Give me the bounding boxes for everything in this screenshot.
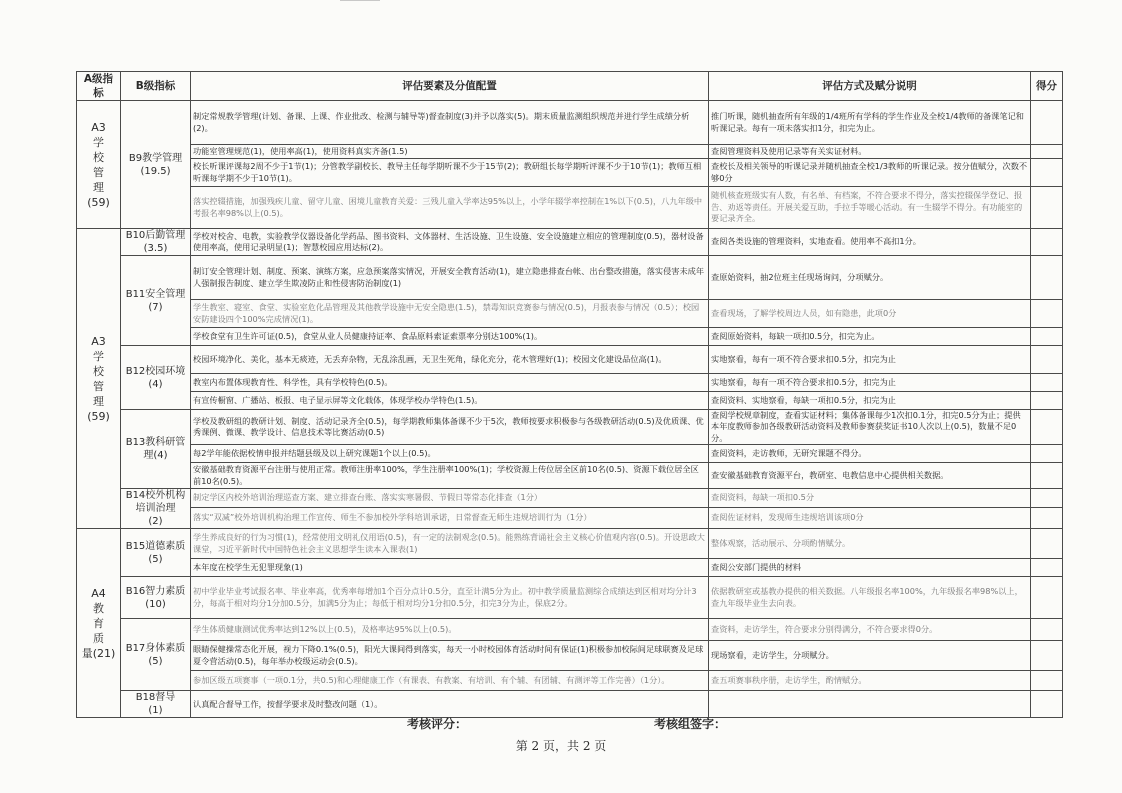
method-cell: 查安徽基础教育资源平台，教研室、电教信息中心提供相关数据。 — [709, 463, 1031, 489]
element-cell: 学生教室、寝室、食堂、实验室危化品管理及其他教学设施中无安全隐患(1.5)，禁毒知识竞赛参与情况(0.5)，月报表参与情况（0.5）；校园安防建设四个100%完成情况(1)。 — [191, 300, 709, 328]
element-cell: 制定学区内校外培训治理巡查方案、建立排查台账、落实实寒暑假、节假日等常态化排查（1分） — [191, 489, 709, 507]
element-cell: 有宣传橱窗、广播站、板报、电子显示屏等文化载体，体现学校办学特色(1.5)。 — [191, 392, 709, 410]
element-cell: 学生养成良好的行为习惯(1)，经常使用文明礼仪用语(0.5)，有一定的法制观念(0.5)。能熟练背诵社会主义核心价值观内容(0.5)。开设思政大课堂，习近平新时代中国特色社会主义思想学生读本入课表(1) — [191, 529, 709, 559]
element-cell: 安徽基础教育资源平台注册与使用正常。教师注册率100%，学生注册率100%(1)；学校资源上传位居全区前10名(0.5)、资源下载位居全区前10名(0.5)。 — [191, 463, 709, 489]
element-cell: 校园环境净化、美化，基本无痰迹，无丢弃杂物，无乱涂乱画，无卫生死角，绿化充分，花木管理好(1)；校园文化建设品位高(1)。 — [191, 346, 709, 374]
b-level-cell: B16智力素质 (10) — [121, 577, 191, 619]
table-row — [77, 489, 1063, 507]
scan-mark — [340, 0, 380, 1]
element-cell: 制订安全管理计划、制度、预案、演练方案，应急预案落实情况，开展安全教育活动(1)，建立隐患排查台帐、出台整改措施，落实侵害未成年人强制报告制度、建立学生欺凌防止和性侵害防治制度(1) — [191, 256, 709, 300]
score-cell[interactable] — [1031, 619, 1063, 641]
element-cell: 初中学业毕业考试报名率、毕业率高，优秀率每增加1个百分点计0.5分，直至计满5分为止。初中教学质量监测综合成绩达到区相对均分计3分，每高于相对均分1分加0.5分，加满5分为止；每低于相对均分1分扣0.5分，扣完3分为止，保底2分。 — [191, 577, 709, 619]
element-cell: 落实控辍措施，加强残疾儿童、留守儿童、困境儿童教育关爱：三残儿童入学率达95%以上，小学年辍学率控制在1%以下(0.5)，八九年级中考报名率98%以上(0.5)。 — [191, 187, 709, 229]
element-cell: 每2学年能依据校情申报并结题县级及以上研究课题1个以上(0.5)。 — [191, 445, 709, 463]
table-row — [77, 691, 1063, 718]
element-cell: 学校对校舍、电教，实验教学仪器设备化学药品、图书资料、文体器材、生活设施、卫生设施、安全设施建立相应的管理制度(0.5)，器材设备使用率高，使用记录明显(1)；智慧校园应用达标(2)。 — [191, 229, 709, 256]
a-level-cell: A3 学 校 管 理 (59) — [77, 101, 121, 229]
table-row — [77, 374, 1063, 392]
b-level-cell: B11安全管理 (7) — [121, 256, 191, 346]
table-row — [77, 229, 1063, 256]
method-cell: 查阅各类设施的管理资料，实地查看。使用率不高扣1分。 — [709, 229, 1031, 256]
table-row — [77, 529, 1063, 559]
method-cell: 查资料，走访学生，符合要求分别得满分，不符合要求得0分。 — [709, 619, 1031, 641]
table-row — [77, 346, 1063, 374]
table-row — [77, 101, 1063, 145]
method-cell: 查校长及相关领导的听课记录并随机抽查全校1/3教师的听课记录。按分值赋分，次数不够0分 — [709, 159, 1031, 187]
score-cell[interactable] — [1031, 145, 1063, 159]
score-cell[interactable] — [1031, 559, 1063, 577]
element-cell: 教室内布置体现教育性、科学性，具有学校特色(0.5)。 — [191, 374, 709, 392]
a-level-cell: A3 学 校 管 理 (59) — [77, 229, 121, 529]
method-cell: 整体观察，活动展示、分项酌情赋分。 — [709, 529, 1031, 559]
score-cell[interactable] — [1031, 463, 1063, 489]
header-method: 评估方式及赋分说明 — [709, 72, 1031, 101]
a-level-cell: A4 教 育 质 量(21) — [77, 529, 121, 718]
table-row — [77, 392, 1063, 410]
method-cell: 依据教研室或基教办提供的相关数据。八年级报名率100%，九年级报名率98%以上，查九年级毕业生去向表。 — [709, 577, 1031, 619]
signature-label: 考核组签字： — [654, 717, 727, 731]
b-level-cell: B12校园环境 (4) — [121, 346, 191, 410]
score-cell[interactable] — [1031, 374, 1063, 392]
table-row — [77, 559, 1063, 577]
evaluation-table — [76, 71, 1063, 718]
score-cell[interactable] — [1031, 445, 1063, 463]
table-row — [77, 328, 1063, 346]
score-cell[interactable] — [1031, 489, 1063, 507]
table-row — [77, 507, 1063, 529]
method-cell: 查阅原始资料，每缺一项扣0.5分，扣完为止。 — [709, 328, 1031, 346]
method-cell: 实地察看，每有一项不符合要求扣0.5分，扣完为止 — [709, 346, 1031, 374]
b-level-cell: B10后勤管理 (3.5) — [121, 229, 191, 256]
b-level-cell: B18督导 (1) — [121, 691, 191, 718]
element-cell: 学校食堂有卫生许可证(0.5)，食堂从业人员健康持证率、食品原料索证索票率分别达100%(1)。 — [191, 328, 709, 346]
method-cell: 查阅资料，每缺一项扣0.5分 — [709, 489, 1031, 507]
element-cell: 学生体质健康测试优秀率达到12%以上(0.5)，及格率达95%以上(0.5)。 — [191, 619, 709, 641]
table-row — [77, 159, 1063, 187]
table-row — [77, 410, 1063, 445]
table-header-row — [77, 72, 1063, 101]
element-cell: 制定常规教学管理(计划、备课、上课、作业批改、检测与辅导等)督查制度(3)并予以落实(5)。期末质量监测组织规范并进行学生成绩分析(2)。 — [191, 101, 709, 145]
method-cell: 查阅资料、实地察看，每缺一项扣0.5分，扣完为止 — [709, 392, 1031, 410]
element-cell: 眼睛保健操常态化开展，视力下降0.1%(0.5)，阳光大课间得到落实，每天一小时校园体育活动时间有保证(1)积极参加校际间足球联赛及足球夏令营活动(0.5)，每年举办校级运动会(0.5)。 — [191, 641, 709, 671]
score-cell[interactable] — [1031, 300, 1063, 328]
score-cell[interactable] — [1031, 671, 1063, 691]
table-row — [77, 256, 1063, 300]
method-cell: 推门听课，随机抽查所有年级的1/4班所有学科的学生作业及全校1/4教师的备课笔记和听课记录。每有一项未落实扣1分，扣完为止。 — [709, 101, 1031, 145]
element-cell: 参加区级五项赛事（一项0.1分，共0.5)和心理健康工作（有课表、有教案、有培训、有个辅、有团辅、有测评等工作完善）（1分）。 — [191, 671, 709, 691]
method-cell: 查阅资料，走访教师，无研究课题不得分。 — [709, 445, 1031, 463]
score-cell[interactable] — [1031, 577, 1063, 619]
score-cell[interactable] — [1031, 159, 1063, 187]
header-elements: 评估要素及分值配置 — [191, 72, 709, 101]
header-score: 得分 — [1031, 72, 1063, 101]
b-level-cell: B9教学管理 (19.5) — [121, 101, 191, 229]
score-cell[interactable] — [1031, 691, 1063, 718]
element-cell: 校长听课评课每2周不少于1节(1)；分管教学副校长、教导主任每学期听课不少于15节(2)；教研组长每学期听评课不少于10节(1)；教师互相听课每学期不少于10节(1)。 — [191, 159, 709, 187]
score-label: 考核评分： — [407, 717, 468, 731]
element-cell: 认真配合督导工作，按督学要求及时整改问题（1）。 — [191, 691, 709, 718]
b-level-cell: B14校外机构培训治理 (2) — [121, 489, 191, 529]
element-cell: 功能室管理规范(1)，使用率高(1)，使用资料真实齐备(1.5) — [191, 145, 709, 159]
score-cell[interactable] — [1031, 229, 1063, 256]
table-row — [77, 671, 1063, 691]
method-cell: 查阅佐证材料，发现师生违规培训该项0分 — [709, 507, 1031, 529]
method-cell: 查五项赛事秩序册，走访学生，酌情赋分。 — [709, 671, 1031, 691]
page-number: 第 2 页，共 2 页 — [515, 739, 607, 753]
method-cell: 查阅公安部门提供的材料 — [709, 559, 1031, 577]
table-row — [77, 300, 1063, 328]
header-a-level: A级指标 — [77, 72, 121, 101]
table-row — [77, 641, 1063, 671]
element-cell: 本年度在校学生无犯罪现象(1) — [191, 559, 709, 577]
table-body — [77, 101, 1063, 718]
score-cell[interactable] — [1031, 410, 1063, 445]
method-cell: 查阅管理资料及使用记录等有关实证材料。 — [709, 145, 1031, 159]
method-cell: 查阅学校规章制度，查看实证材料；集体备课每少1次扣0.1分，扣完0.5分为止；提供本年度教师参加各级教研活动资料及教师参赛获奖证书10人次以上(0.5)，数量不足0分。 — [709, 410, 1031, 445]
b-level-cell: B15道德素质 (5) — [121, 529, 191, 577]
table-row — [77, 187, 1063, 229]
element-cell: 学校及教研组的教研计划、制度、活动记录齐全(0.5)，每学期教师集体备课不少于5次，教师按要求积极参与各级教研活动(0.5)及优质课、优秀课例、微课、教学设计、信息技术等比赛活动(0.5) — [191, 410, 709, 445]
method-cell: 现场察看，走访学生，分项赋分。 — [709, 641, 1031, 671]
score-cell[interactable] — [1031, 346, 1063, 374]
score-cell[interactable] — [1031, 187, 1063, 229]
table-row — [77, 577, 1063, 619]
score-cell[interactable] — [1031, 101, 1063, 145]
score-cell[interactable] — [1031, 641, 1063, 671]
score-cell[interactable] — [1031, 392, 1063, 410]
table-row — [77, 445, 1063, 463]
method-cell: 实地察看，每有一项不符合要求扣0.5分，扣完为止 — [709, 374, 1031, 392]
table-row — [77, 463, 1063, 489]
score-cell[interactable] — [1031, 529, 1063, 559]
b-level-cell: B17身体素质 (5) — [121, 619, 191, 691]
table-row — [77, 619, 1063, 641]
b-level-cell: B13教科研管理(4) — [121, 410, 191, 489]
score-cell[interactable] — [1031, 507, 1063, 529]
method-cell: 随机核查班级实有人数，有名单、有档案，不符合要求不得分，落实控辍保学登记、报告、劝返等责任。开展关爱互助，手拉手等暖心活动。有一生辍学不得分。有功能室的要记录齐全。 — [709, 187, 1031, 229]
element-cell: 落实“双减”校外培训机构治理工作宣传、师生不参加校外学科培训承诺，日常督查无师生违规培训行为（1分） — [191, 507, 709, 529]
score-cell[interactable] — [1031, 328, 1063, 346]
method-cell: 查看现场，了解学校周边人员，如有隐患，此项0分 — [709, 300, 1031, 328]
score-cell[interactable] — [1031, 256, 1063, 300]
table-row — [77, 145, 1063, 159]
header-b-level: B级指标 — [121, 72, 191, 101]
method-cell — [709, 691, 1031, 718]
method-cell: 查原始资料，抽2位班主任现场询问，分项赋分。 — [709, 256, 1031, 300]
